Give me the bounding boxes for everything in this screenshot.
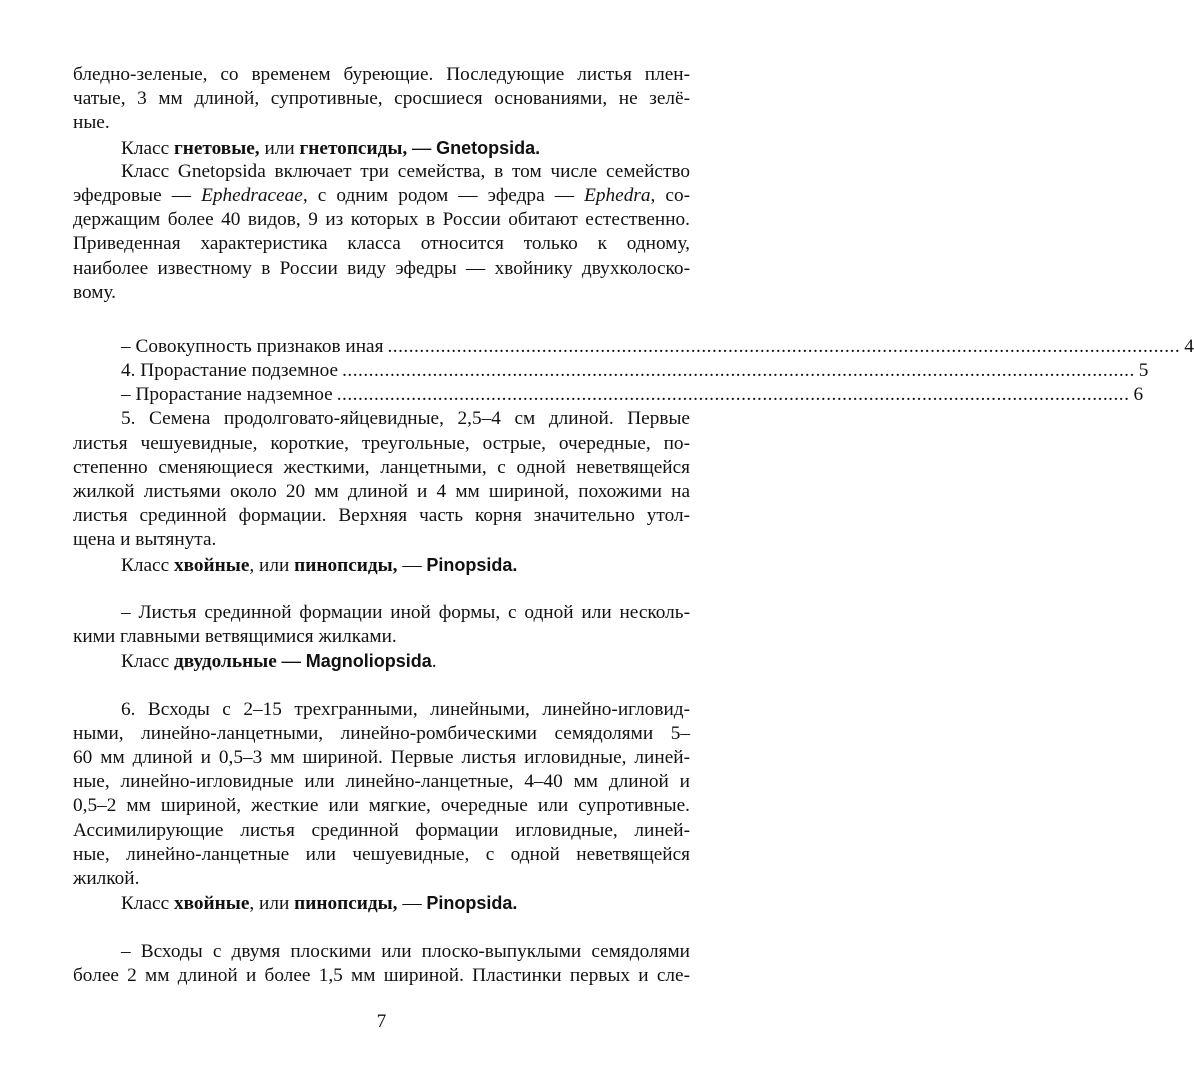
text-line: вому. [73,281,116,303]
class-name: хвойные [173,893,250,915]
spacer [73,915,690,939]
class-name: хвойные [173,554,250,576]
text-fragment: , со- [650,184,691,206]
class-dash: — [397,893,427,915]
text-line: Ассимилирующие листья срединной формации игловидные, линей- [73,819,690,841]
class-dash: — [397,554,427,576]
spacer [73,577,690,601]
text-line: – Листья срединной формации иной формы, с одной или несколь- [121,601,690,623]
text-line: Приведенная характеристика класса относится только к одному, [73,233,690,255]
class-latin: Pinopsida. [426,893,518,914]
text-line: наиболее известному в России виду эфедры — хвойнику двухколоско- [73,257,690,279]
class-alt-name: пинопсиды, [294,554,398,576]
key-row-text: – Прорастание надземное [121,384,333,406]
text-line: держащим более 40 видов, 9 из которых в России обитают естественно. [73,209,690,231]
text-line: ные, линейно-игловидные или линейно-ланцетные, 4–40 мм длиной и [73,771,690,793]
class-prefix: Класс [121,554,174,576]
class-heading-magnoliopsida [73,649,690,673]
class-latin: Magnoliopsida [305,651,432,672]
class-prefix: Класс [121,651,174,673]
class-name: гнетовые, [173,137,260,159]
class-alt-name: гнетопсиды, — [299,137,437,159]
text-line: листья срединной формации. Верхняя часть корня значительно утол- [73,505,690,527]
class-name: двудольные — [173,651,306,673]
spacer [73,305,690,335]
class-prefix: Класс [121,893,174,915]
text-line: бледно-зеленые, со временем буреющие. Последующие листья плен- [73,64,690,85]
text-line: кими главными ветвящимися жилками. [73,626,397,648]
text-line: 5. Семена продолговато-яйцевидные, 2,5–4 см длиной. Первые [121,408,690,430]
key-row-text: – Совокупность признаков иная [121,335,384,357]
page-number: 7 [376,1011,387,1032]
text-line: более 2 мм длиной и более 1,5 мм шириной. Пластинки первых и сле- [73,964,690,986]
text-line: чатые, 3 мм длиной, супротивные, сросшиеся основаниями, не зелё- [73,88,690,110]
key-row [73,383,1144,407]
class-heading-pinopsida [73,891,690,915]
text-line: жилкой. [73,868,140,889]
text-line: 6. Всходы с 2–15 трехгранными, линейными, линейно-игловид- [121,698,690,720]
genus-latin: Ephedra [584,184,651,206]
text-fragment: эфедровые — [73,184,202,206]
text-line: жилкой листьями около 20 мм длиной и 4 мм шириной, похожими на [73,481,690,502]
text-line: 0,5–2 мм шириной, жесткие или мягкие, очередные или супротивные. [73,795,690,817]
key-row-number: 6 [1133,384,1144,406]
class-or: , или [249,893,295,915]
text-line: ные, линейно-ланцетные или чешуевидные, с одной неветвящейся [73,843,690,865]
leader-dots: ..................................................................................................................................................... [387,335,1181,357]
key-row-text: 4. Прорастание подземное [121,360,339,382]
page-body [73,63,1194,988]
family-latin: Ephedraceae [201,184,303,206]
class-period: . [431,651,437,673]
key-row-number: 5 [1138,360,1149,382]
leader-dots: ..................................................................................................................................................... [342,360,1135,382]
spacer [73,674,690,698]
text-line: 60 мм длиной и 0,5–3 мм шириной. Первые листья игловидные, линей- [73,747,690,769]
key-row-number: 4 [1184,335,1194,357]
class-or: или [259,137,300,159]
class-heading-pinopsida [73,553,690,577]
class-alt-name: пинопсиды, [294,893,398,915]
text-line: листья чешуевидные, короткие, треугольные, острые, очередные, по- [73,432,690,454]
class-prefix: Класс [121,137,174,159]
text-line: Класс Gnetopsida включает три семейства, в том числе семейство [121,160,690,182]
text-line: щена и вытянута. [73,529,217,551]
text-line: степенно сменяющиеся жесткими, ланцетными, с одной неветвящейся [73,456,690,478]
leader-dots: ..................................................................................................................................................... [336,384,1130,406]
key-row [73,359,1149,383]
text-line: ные. [73,112,110,134]
text-line: – Всходы с двумя плоскими или плоско-выпуклыми семядолями [121,940,690,962]
class-latin: Gnetopsida. [436,137,541,158]
key-row [73,335,1194,359]
class-or: , или [249,554,295,576]
text-line [73,184,690,208]
class-heading-gnetopsida [73,136,690,160]
text-fragment: , с одним родом — эфедра — [302,184,585,206]
class-latin: Pinopsida. [426,554,518,575]
text-line: ными, линейно-ланцетными, линейно-ромбическими семядолями 5– [73,722,690,744]
